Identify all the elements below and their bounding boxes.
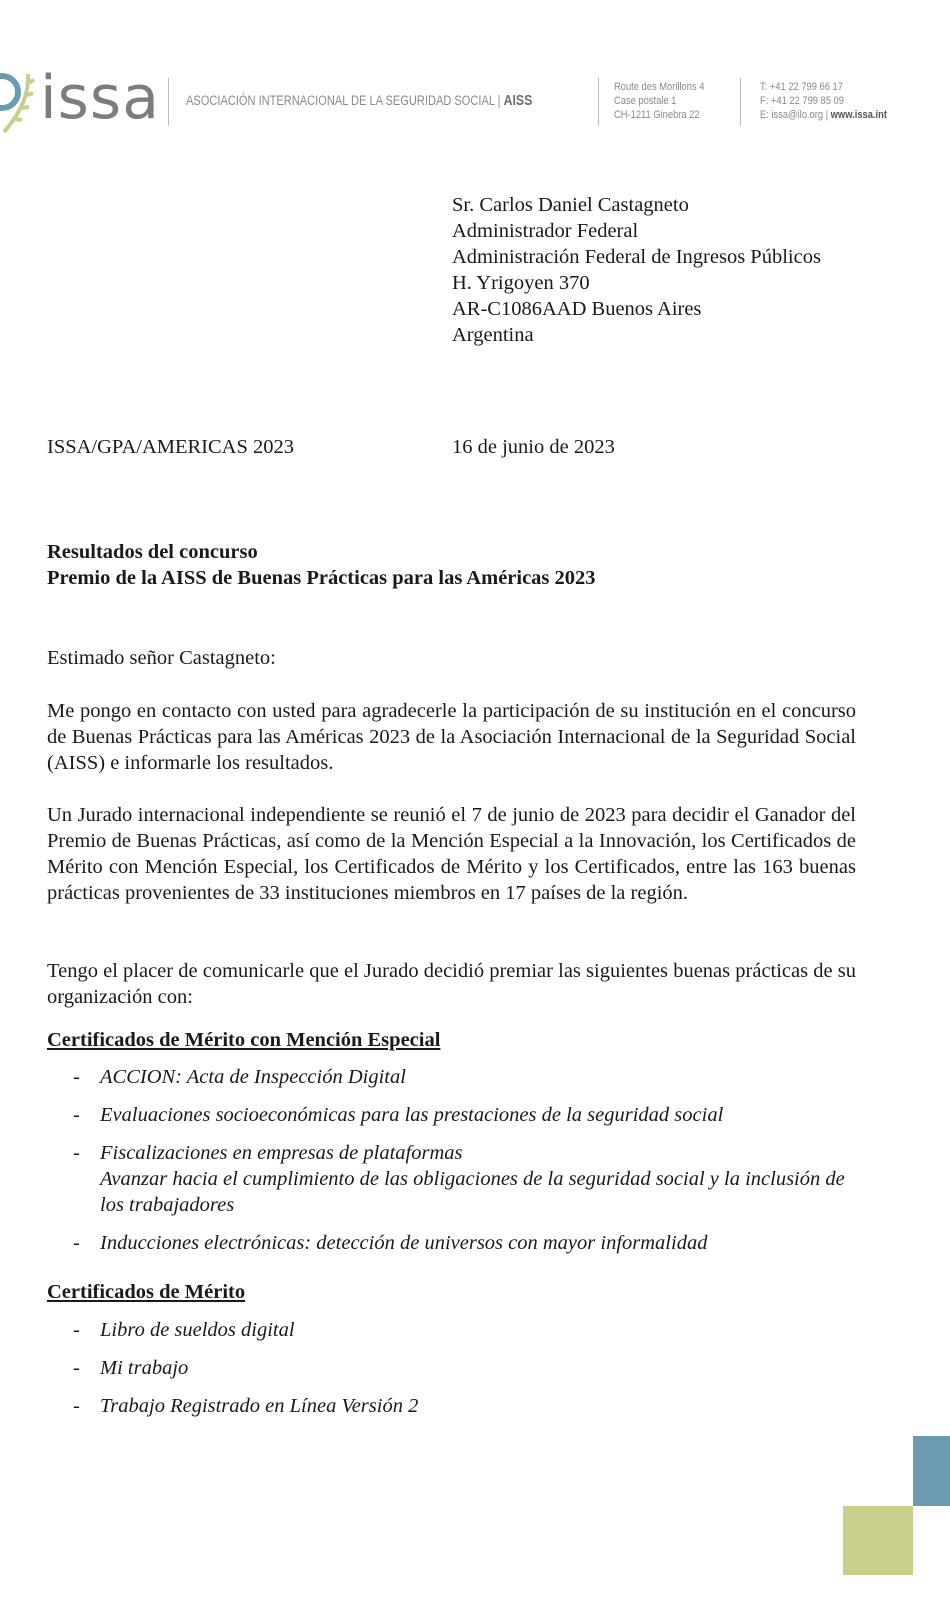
bullet-dash: - xyxy=(73,1104,80,1126)
recipient-line: Administrador Federal xyxy=(452,220,639,242)
section-heading: Certificados de Mérito xyxy=(47,1281,246,1303)
phone: T: +41 22 799 66 17 xyxy=(760,81,843,93)
list-item xyxy=(47,1317,847,1343)
recipient-line: H. Yrigoyen 370 xyxy=(452,272,590,294)
bullet-dash: - xyxy=(73,1395,80,1417)
decorative-green-square xyxy=(843,1506,913,1575)
recipient-line: Sr. Carlos Daniel Castagneto xyxy=(452,194,689,216)
item-text: Libro de sueldos digital xyxy=(100,1319,295,1341)
bullet-dash: - xyxy=(73,1319,80,1341)
item-text: ACCION: Acta de Inspección Digital xyxy=(100,1066,406,1088)
bullet-dash: - xyxy=(73,1066,80,1088)
contact-info: T: +41 22 799 66 17 F: +41 22 799 85 09 E: issa@ilo.org | www.issa.int xyxy=(760,81,887,121)
recipient-line: Administración Federal de Ingresos Públicos xyxy=(452,246,821,268)
decorative-blue-square xyxy=(913,1436,950,1506)
item-text: Inducciones electrónicas: detección de universos con mayor informalidad xyxy=(100,1232,708,1254)
bullet-dash: - xyxy=(73,1232,80,1254)
letterhead xyxy=(0,0,950,150)
list-item xyxy=(47,1140,847,1218)
recipient-line: Argentina xyxy=(452,324,534,346)
item-text: Evaluaciones socioeconómicas para las prestaciones de la seguridad social xyxy=(100,1104,724,1126)
list-item xyxy=(47,1355,847,1381)
postal-address xyxy=(614,80,704,122)
bullet-dash: - xyxy=(73,1142,80,1164)
list-item xyxy=(47,1230,847,1256)
item-text: Mi trabajo xyxy=(100,1357,189,1379)
divider xyxy=(168,78,169,126)
date: 16 de junio de 2023 xyxy=(452,436,615,458)
list-item xyxy=(47,1393,847,1419)
organization-name: ASOCIACIÓN INTERNACIONAL DE LA SEGURIDAD SOCIAL | AISS xyxy=(186,92,533,109)
paragraph: Tengo el placer de comunicarle que el Jurado decidió premiar las siguientes buenas prácticas de su organización con: xyxy=(47,960,856,1008)
paragraph: Me pongo en contacto con usted para agradecerle la participación de su institución en el concurso de Buenas Prácticas para las Américas 2023 de la Asociación Internacional de la Seguridad Social (AISS) e informarle los resultados. xyxy=(47,700,856,774)
reference: ISSA/GPA/AMERICAS 2023 xyxy=(47,436,295,458)
award-list xyxy=(47,1064,847,1268)
list-item xyxy=(47,1102,847,1128)
address-line: Route des Morillons 4 xyxy=(614,81,705,93)
recipient-line: AR-C1086AAD Buenos Aires xyxy=(452,298,702,320)
subject-line: Premio de la AISS de Buenas Prácticas para las Américas 2023 xyxy=(47,567,596,589)
email-link[interactable]: E: issa@ilo.org xyxy=(760,109,824,121)
website-link[interactable]: www.issa.int xyxy=(830,109,887,121)
fax: F: +41 22 799 85 09 xyxy=(760,95,844,107)
paragraph: Un Jurado internacional independiente se reunió el 7 de junio de 2023 para decidir el Ganador del Premio de Buenas Prácticas, así como de la Mención Especial a la Innovación, los Certificados de Mérito con Mención Especial, los Certificados de Mérito y los Certificados, entre las 163 buenas prácticas provenientes de 33 instituciones miembros en 17 países de la región. xyxy=(47,804,856,904)
item-text: Fiscalizaciones en empresas de plataformas Avanzar hacia el cumplimiento de las obligaciones de la seguridad social y la inclusión de los trabajadores xyxy=(100,1142,845,1216)
divider xyxy=(598,78,599,126)
list-item xyxy=(47,1064,847,1090)
subject xyxy=(47,539,596,591)
issa-emblem-logo xyxy=(0,62,36,142)
item-text: Trabajo Registrado en Línea Versión 2 xyxy=(100,1395,419,1417)
recipient-address xyxy=(452,192,821,348)
bullet-dash: - xyxy=(73,1357,80,1379)
issa-logo-text: issa xyxy=(40,63,160,133)
address-line: CH-1211 Ginebra 22 xyxy=(614,109,700,121)
subject-line: Resultados del concurso xyxy=(47,541,258,563)
divider xyxy=(740,78,741,126)
award-list xyxy=(47,1317,847,1431)
address-line: Case postale 1 xyxy=(614,95,677,107)
section-heading: Certificados de Mérito con Mención Especial xyxy=(47,1029,441,1051)
salutation: Estimado señor Castagneto: xyxy=(47,647,276,669)
